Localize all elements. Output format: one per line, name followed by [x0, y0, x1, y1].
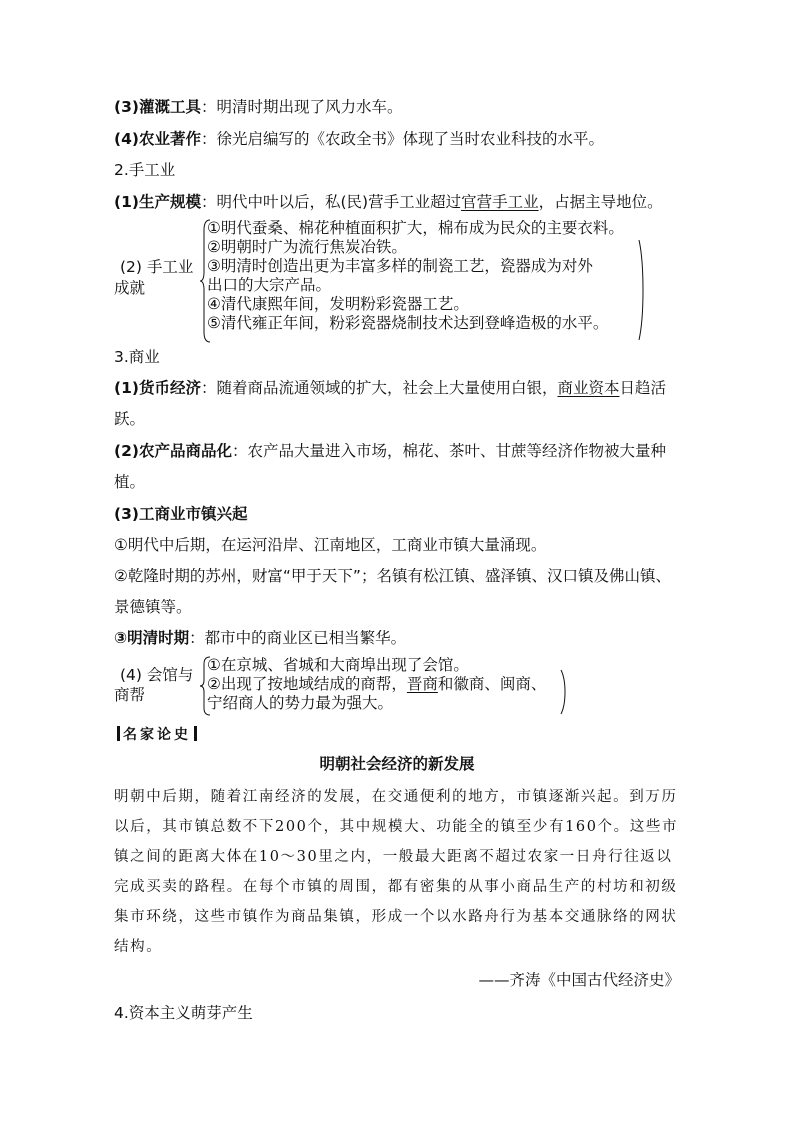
right-brace-icon [638, 238, 646, 342]
towns-item-3 [114, 627, 406, 649]
production-scale-text-post: ，占据主导地位。 [538, 193, 663, 211]
section-capitalism-title: 4.资本主义萌芽产生 [114, 1004, 253, 1022]
guild-label-2: 商帮 [114, 686, 146, 704]
guild-item-1: ①在京城、省城和大商埠出现了会馆。 [207, 656, 469, 674]
towns-item-1: ①明代中后期，在运河沿岸、江南地区，工商业市镇大量涌现。 [114, 536, 547, 554]
towns-item-3-heading: ③明清时期 [114, 629, 190, 647]
production-scale-text-pre: ：明代中叶以后，私(民)营手工业超过 [200, 193, 462, 211]
guild-item-2-underline: 晋商 [406, 675, 438, 693]
handicraft-item-4: ④清代康熙年间，发明粉彩瓷器工艺。 [207, 295, 469, 313]
towns-heading: (3)工商业市镇兴起 [114, 505, 248, 523]
production-scale-line [114, 191, 663, 213]
tag-bar-right [194, 726, 197, 741]
guild-label-1: (4) 会馆与 [120, 666, 194, 684]
currency-heading: (1)货币经济 [114, 379, 201, 397]
tag-bar-left [117, 726, 120, 741]
section-commerce-title: 3.商业 [114, 348, 160, 366]
guild-right-brace-icon [560, 668, 568, 716]
towns-item-3-text: ：都市中的商业区已相当繁华。 [189, 629, 407, 647]
essay-title: 明朝社会经济的新发展 [319, 755, 475, 773]
essay-body [114, 782, 680, 962]
irrigation-heading: (3)灌溉工具 [114, 98, 201, 116]
towns-item-2: ②乾隆时期的苏州，财富“甲于天下”；名镇有松江镇、盛泽镇、汉口镇及佛山镇、 [114, 567, 671, 585]
expert-tag-text: 名家论史 [123, 727, 191, 743]
towns-item-2-cont: 景德镇等。 [114, 598, 192, 616]
agri-book-line [114, 128, 604, 150]
production-scale-heading: (1)生产规模 [114, 193, 201, 211]
commodity-text: ：农产品大量进入市场，棉花、茶叶、甘蔗等经济作物被大量种 [231, 442, 666, 460]
essay-source: ——齐涛《中国古代经济史》 [478, 971, 680, 989]
handicraft-item-3-cont: 出口的大宗产品。 [207, 276, 332, 294]
essay-text: 明朝中后期，随着江南经济的发展，在交通便利的地方，市镇逐渐兴起。到万历以后，其市镇总数不下200个，其中规模大、功能全的镇至少有160个。这些市镇之间的距离大体在10～30里之内，一般最大距离不超过农家一日舟行往返以完成买卖的路程。在每个市镇的周围，都有密集的从事小商品生产的村坊和初级集市环绕，这些市镇作为商品集镇，形成一个以水路舟行为基本交通脉络的网状结构。 [114, 789, 679, 955]
handicraft-item-3: ③明清时创造出更为丰富多样的制瓷工艺，瓷器成为对外 [207, 257, 593, 275]
currency-line [114, 377, 666, 399]
guild-item-2-pre: ②出现了按地域结成的商帮， [207, 675, 407, 693]
agri-book-heading: (4)农业著作 [114, 130, 201, 148]
guild-item-2-post: 和徽商、闽商、 [437, 675, 547, 693]
guild-item-2 [207, 675, 546, 694]
expert-tag [114, 724, 200, 744]
handicraft-item-2: ②明朝时广为流行焦炭冶铁。 [207, 238, 407, 256]
currency-underline: 商业资本 [557, 379, 620, 397]
production-scale-underline: 官营手工业 [461, 193, 539, 211]
handicraft-item-5: ⑤清代雍正年间，粉彩瓷器烧制技术达到登峰造极的水平。 [207, 314, 609, 332]
commodity-heading: (2)农产品商品化 [114, 442, 232, 460]
irrigation-text: ：明清时期出现了风力水车。 [200, 98, 403, 116]
guild-item-3: 宁绍商人的势力最为强大。 [207, 694, 394, 712]
currency-text-pre: ：随着商品流通领域的扩大，社会上大量使用白银， [200, 379, 558, 397]
section-handicraft-title: 2.手工业 [114, 161, 176, 179]
commodity-line [114, 440, 666, 462]
irrigation-line [114, 96, 402, 118]
handicraft-item-1: ①明代蚕桑、棉花种植面积扩大，棉布成为民众的主要衣料。 [207, 219, 624, 237]
currency-line-cont: 跃。 [114, 410, 146, 428]
handicraft-label-1: (2) 手工业 [120, 258, 194, 276]
handicraft-label-2: 成就 [114, 279, 146, 297]
currency-text-post: 日趋活 [619, 379, 667, 397]
commodity-line-cont: 植。 [114, 473, 146, 491]
agri-book-text: ：徐光启编写的《农政全书》体现了当时农业科技的水平。 [200, 130, 604, 148]
